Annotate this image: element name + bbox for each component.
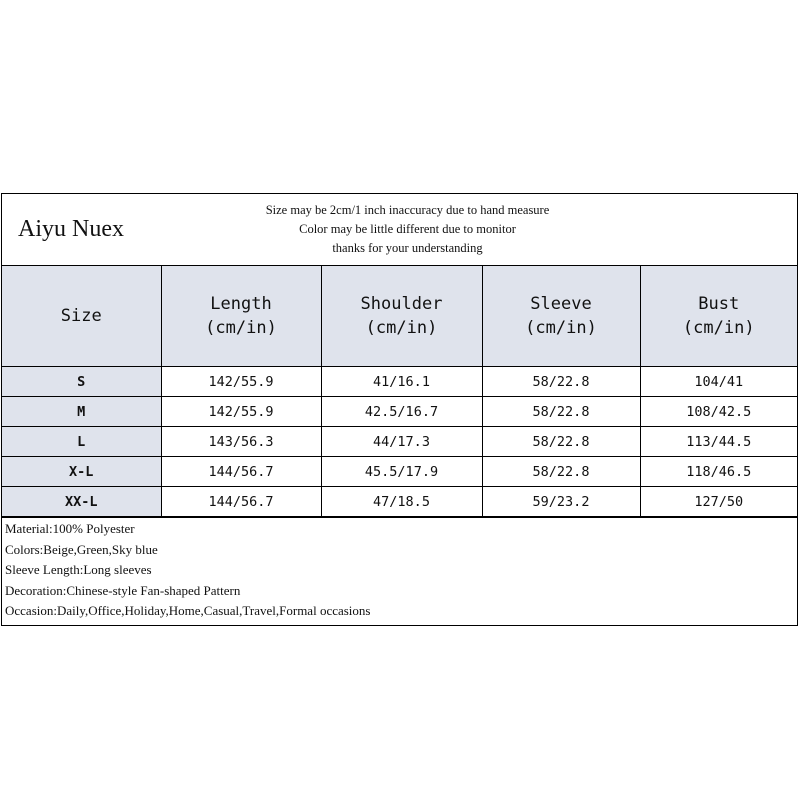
- bust-value: 108/42.5: [640, 397, 797, 427]
- measurement-notes: [178, 194, 797, 265]
- brand-name: Aiyu Nuex: [18, 216, 124, 242]
- sleeve-value: 58/22.8: [482, 427, 640, 457]
- table-row: [2, 367, 797, 397]
- bust-value: 127/50: [640, 487, 797, 517]
- column-header-sleeve: Sleeve (cm/in): [482, 266, 640, 367]
- table-header-row: [2, 266, 797, 367]
- table-row: [2, 487, 797, 517]
- size-label: M: [2, 397, 161, 427]
- table-row: [2, 457, 797, 487]
- size-label: X-L: [2, 457, 161, 487]
- shoulder-value: 44/17.3: [321, 427, 482, 457]
- sleeve-value: 58/22.8: [482, 367, 640, 397]
- sleeve-value: 58/22.8: [482, 457, 640, 487]
- spec-line: Sleeve Length:Long sleeves: [5, 562, 152, 577]
- note-line: Size may be 2cm/1 inch inaccuracy due to hand measure: [265, 203, 550, 217]
- table-row: [2, 397, 797, 427]
- length-value: 142/55.9: [161, 367, 321, 397]
- note-line: thanks for your understanding: [332, 241, 483, 255]
- sleeve-value: 59/23.2: [482, 487, 640, 517]
- bust-value: 104/41: [640, 367, 797, 397]
- size-label: L: [2, 427, 161, 457]
- note-line: Color may be little different due to monitor: [299, 222, 516, 236]
- column-header-size: Size: [2, 266, 161, 367]
- spec-line: Decoration:Chinese-style Fan-shaped Pattern: [5, 582, 241, 598]
- size-table: [2, 266, 797, 517]
- bust-value: 118/46.5: [640, 457, 797, 487]
- length-value: 144/56.7: [161, 487, 321, 517]
- size-label: S: [2, 367, 161, 397]
- length-value: 142/55.9: [161, 397, 321, 427]
- product-specs: [2, 517, 797, 625]
- column-header-length: Length (cm/in): [161, 266, 321, 367]
- spec-line: Colors:Beige,Green,Sky blue: [5, 541, 158, 557]
- spec-line: Material:100% Polyester: [5, 521, 135, 536]
- shoulder-value: 41/16.1: [321, 367, 482, 397]
- shoulder-value: 45.5/17.9: [321, 457, 482, 487]
- size-chart: [1, 193, 798, 626]
- table-row: [2, 427, 797, 457]
- column-header-shoulder: Shoulder (cm/in): [321, 266, 482, 367]
- sleeve-value: 58/22.8: [482, 397, 640, 427]
- length-value: 143/56.3: [161, 427, 321, 457]
- shoulder-value: 47/18.5: [321, 487, 482, 517]
- column-header-bust: Bust (cm/in): [640, 266, 797, 367]
- chart-header: [2, 194, 797, 266]
- shoulder-value: 42.5/16.7: [321, 397, 482, 427]
- length-value: 144/56.7: [161, 457, 321, 487]
- spec-line: Occasion:Daily,Office,Holiday,Home,Casual,Travel,Formal occasions: [5, 603, 371, 618]
- bust-value: 113/44.5: [640, 427, 797, 457]
- size-label: XX-L: [2, 487, 161, 517]
